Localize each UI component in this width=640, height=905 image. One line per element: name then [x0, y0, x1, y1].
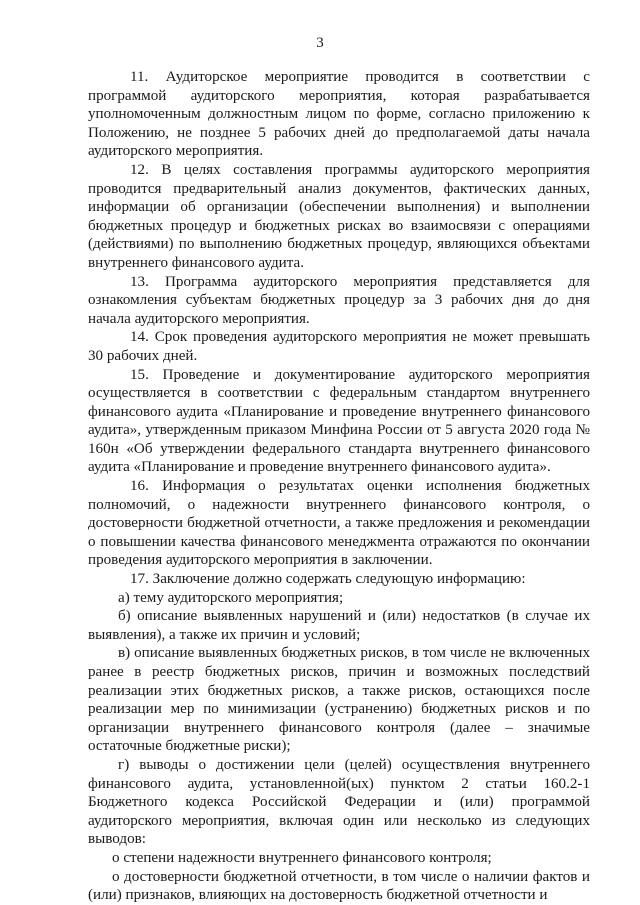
list-item-g: г) выводы о достижении цели (целей) осуществления внутреннего финансового аудита, установленной(ых) пунктом 2 статьи 160.2-1 Бюджетного кодекса Российской Федерации и (или) программой аудиторского мероприятия, включая один или несколько из следующих выводов: [88, 756, 590, 848]
paragraph-11: 11. Аудиторское мероприятие проводится в соответствии с программой аудиторского мероприятия, которая разрабатывается уполномоченным должностным лицом по форме, согласно приложению к Положению, не позднее 5 рабочих дней до предполагаемой даты начала аудиторского мероприятия. [88, 69, 590, 160]
paragraph-16: 16. Информация о результатах оценки исполнения бюджетных полномочий, о надежности внутреннего финансового контроля, о достоверности бюджетной отчетности, а также предложения и рекомендации о повышении качества финансового менеджмента отражаются по окончании проведения аудиторского мероприятия в заключении. [88, 478, 590, 569]
list-item-v: в) описание выявленных бюджетных рисков, в том числе не включенных ранее в реестр бюджетных рисков, причин и возможных последствий реализации этих бюджетных рисков, а также рисков, остающихся после реализации мер по минимизации (устранению) бюджетных рисков и по организации внутреннего финансового контроля (далее – значимые остаточные бюджетные риски); [88, 645, 590, 755]
conclusion-item-control-reliability: о степени надежности внутреннего финансового контроля; [112, 849, 492, 866]
conclusion-item-reporting-reliability: о достоверности бюджетной отчетности, в том числе о наличии фактов и (или) признаков, влияющих на достоверность бюджетной отчетности и [88, 868, 590, 904]
paragraph-13: 13. Программа аудиторского мероприятия представляется для ознакомления субъектам бюджетных процедур за 3 рабочих дня до дня начала аудиторского мероприятия. [88, 273, 590, 327]
document-body [88, 68, 590, 905]
list-item-a: а) тему аудиторского мероприятия; [118, 589, 344, 606]
paragraph-12: 12. В целях составления программы аудиторского мероприятия проводится предварительный анализ документов, фактических данных, информации об организации (обеспечении выполнения) и выполнении бюджетных процедур и бюджетных рисках во взаимосвязи с операциями (действиями) по выполнению бюджетных процедур, являющихся объектами внутреннего финансового аудита. [88, 161, 590, 271]
paragraph-14: 14. Срок проведения аудиторского мероприятия не может превышать 30 рабочих дней. [88, 329, 590, 364]
list-item-b: б) описание выявленных нарушений и (или) недостатков (в случае их выявления), а также их причин и условий; [88, 608, 590, 643]
page-number: 3 [316, 35, 324, 51]
paragraph-15: 15. Проведение и документирование аудиторского мероприятия осуществляется в соответствии с федеральным стандартом внутреннего финансового аудита «Планирование и проведение внутреннего финансового аудита», утвержденным приказом Минфина России от 5 августа 2020 года № 160н «Об утверждении федерального стандарта внутреннего финансового аудита «Планирование и проведение внутреннего финансового аудита». [88, 366, 590, 476]
paragraph-17: 17. Заключение должно содержать следующую информацию: [130, 571, 526, 588]
